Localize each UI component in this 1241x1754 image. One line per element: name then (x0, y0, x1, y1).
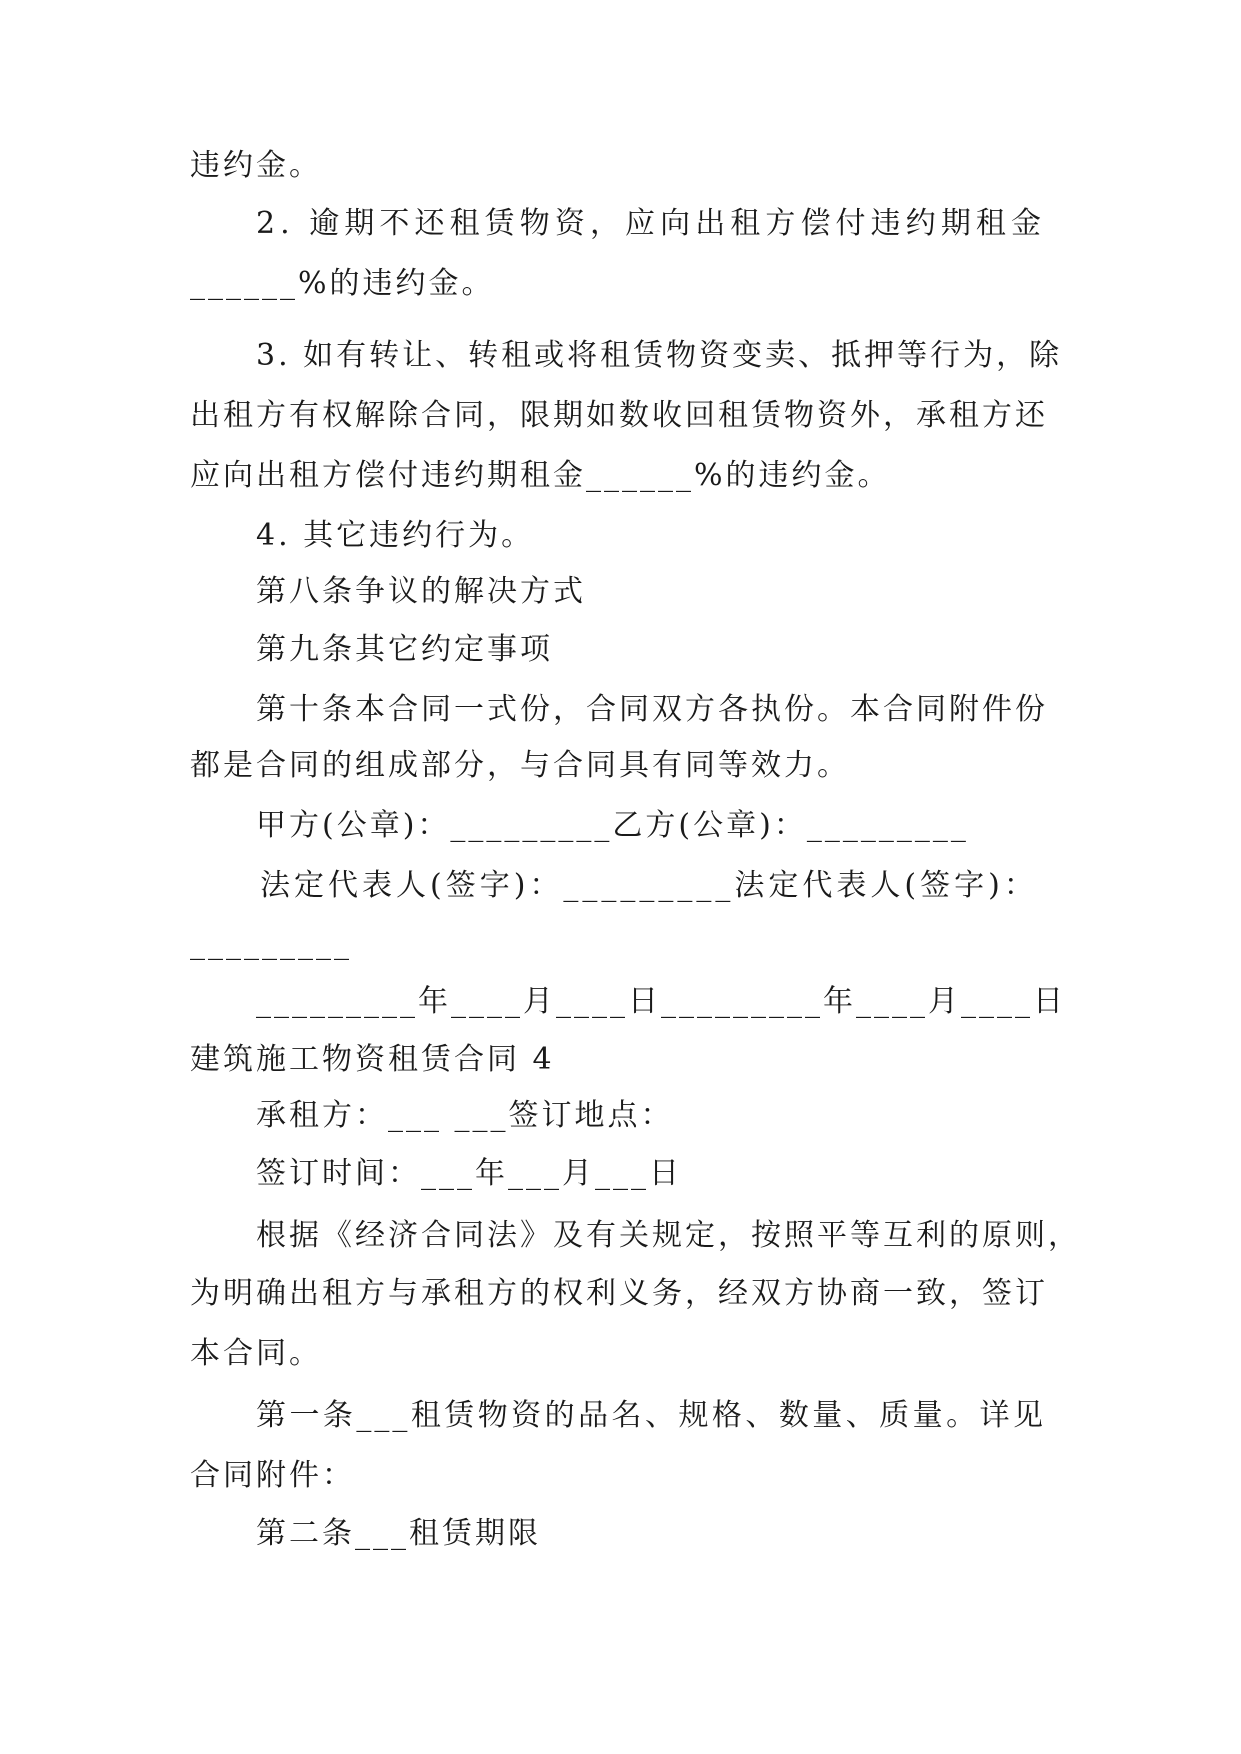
contract-title: 建筑施工物资租赁合同 4 (190, 1042, 555, 1077)
paragraph-line: 第十条本合同一式份，合同双方各执份。本合同附件份 (256, 692, 1048, 727)
date-line: _________年____月____日_________年____月____日 (256, 984, 1066, 1019)
paragraph-line: 都是合同的组成部分，与合同具有同等效力。 (190, 748, 850, 783)
paragraph-line: 4. 其它违约行为。 (256, 518, 535, 553)
section-heading: 第九条其它约定事项 (256, 632, 553, 667)
signature-blank: _________ (190, 926, 352, 961)
paragraph-line: 本合同。 (190, 1336, 322, 1371)
paragraph-line: 违约金。 (190, 148, 322, 183)
paragraph-line: 根据《经济合同法》及有关规定，按照平等互利的原则， (256, 1218, 1081, 1253)
paragraph-line: 为明确出租方与承租方的权利义务，经双方协商一致，签订 (190, 1276, 1048, 1311)
signature-line: 法定代表人(签字)：_________法定代表人(签字)： (260, 868, 1038, 903)
paragraph-line: 应向出租方偿付违约期租金______%的违约金。 (190, 458, 891, 493)
section-heading: 第八条争议的解决方式 (256, 574, 586, 609)
paragraph-line: 承租方：___ ___签订地点： (256, 1098, 674, 1133)
paragraph-line: 签订时间：___年___月___日 (256, 1156, 682, 1191)
paragraph-line: 2. 逾期不还租赁物资，应向出租方偿付违约期租金 (256, 206, 1046, 241)
paragraph-line: ______%的违约金。 (190, 266, 495, 301)
paragraph-line: 第一条___租赁物资的品名、规格、数量、质量。详见 (256, 1398, 1046, 1433)
paragraph-line: 3. 如有转让、转租或将租赁物资变卖、抵押等行为，除 (256, 338, 1063, 373)
paragraph-line: 合同附件： (190, 1458, 355, 1493)
section-heading: 第二条___租赁期限 (256, 1516, 541, 1551)
signature-line: 甲方(公章)：_________乙方(公章)：_________ (256, 808, 969, 843)
paragraph-line: 出租方有权解除合同，限期如数收回租赁物资外，承租方还 (190, 398, 1048, 433)
